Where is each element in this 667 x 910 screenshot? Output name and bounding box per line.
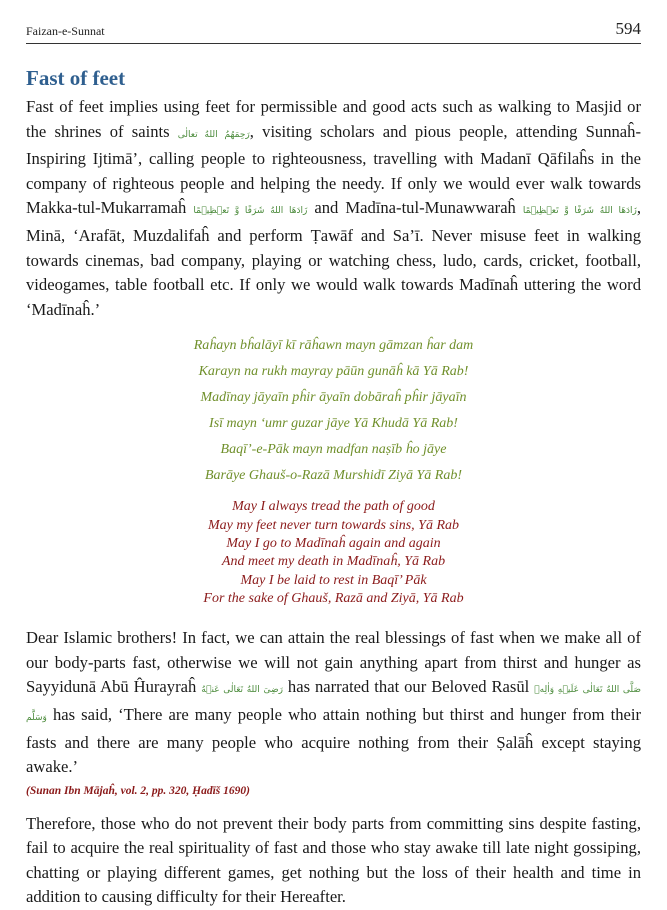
poem-translation-line: And meet my death in Madīnaĥ, Yā Rab: [221, 554, 446, 570]
poem-line: Barāye Ghauš-o-Razā Murshidī Ziyā Yā Rab!: [204, 468, 463, 484]
arabic-honorific-companion: رَضِیَ اللهُ تَعَالٰی عَنۡهُ: [201, 685, 283, 696]
running-header: [26, 0, 641, 44]
poem-translation-line: May I go to Madīnaĥ again and again: [226, 535, 441, 551]
poem-line: Baqī’-e-Pāk mayn madfan naṣīb ĥo jāye: [220, 442, 447, 458]
book-title: Faizan-e-Sunnat: [26, 24, 105, 38]
poem-translation-line: May I always tread the path of good: [232, 499, 435, 515]
poem-line: Karayn na rukh mayray pāūn gunāĥ kā Yā Rab!: [198, 364, 469, 380]
paragraph-fast-of-feet: [26, 95, 641, 322]
section-heading: Fast of feet: [26, 66, 126, 90]
para2-text-2: has narrated that our Beloved Rasūl: [282, 677, 535, 697]
para1-text-4: , Minā, ‘Arafāt, Muzdalifaĥ and perform Ṭawāf and Sa’ī. Never misuse feet in walking towards cinemas, bad company, playing or watching chess, ludo, cards, cricket, football, videogames, table football etc. If only we would walk towards Madīnaĥ uttering the word ‘Madīnaĥ.’: [26, 198, 641, 319]
hadith-reference: (Sunan Ibn Mājaĥ, vol. 2, pp. 320, Ḥadīš 1690): [26, 784, 250, 797]
paragraph-conclusion: Therefore, those who do not prevent their body parts from committing sins despite fasting, fail to acquire the real spirituality of fast and those who stay awake till late night gossiping, chatting or playing different games, get nothing but the loss of their health and time in addition to causing difficulty for their Hereafter.: [26, 813, 641, 907]
para2-text-1: Dear Islamic brothers! In fact, we can attain the real blessings of fast when we make all of our body-parts fast, otherwise we will not gain anything apart from thirst and hunger as Sayyidunā Abū Ĥurayraĥ: [26, 628, 641, 697]
page-number: 594: [615, 19, 641, 38]
para2-text-3: has said, ‘There are many people who attain nothing but thirst and hunger from their fasts and there are many people who acquire nothing from their Ṣalāĥ except staying awake.’: [26, 704, 641, 777]
poem-transliteration: [26, 333, 641, 489]
para1-text-1: Fast of feet implies using feet for permissible and good acts such as walking to Masjid or the shrines of saints: [26, 97, 641, 141]
poem-translation-line: May I be laid to rest in Baqī’ Pāk: [240, 572, 427, 588]
paragraph-islamic-brothers: [26, 626, 641, 780]
arabic-honorific-makkah: زَادَهَا اللهُ شَرَفًا وَّ تَعۡظِيۡمًا: [193, 206, 308, 217]
arabic-salutation-prophet: صَلَّى اللهُ تَعَالٰى عَلَيۡهِ وَاٰلِهٖ وَسَلَّم: [26, 685, 642, 723]
arabic-honorific-saints: رَحِمَهُمُ اللهُ تعالٰی: [177, 129, 250, 140]
poem-translation-line: For the sake of Ghauš, Razā and Ziyā, Yā Rab: [203, 590, 464, 606]
poem-translation-line: May my feet never turn towards sins, Yā Rab: [207, 517, 460, 533]
arabic-honorific-madinah: زَادَهَا اللهُ شَرَفًا وَّ تَعۡظِيۡمًا: [522, 206, 637, 217]
poem-line: Raĥayn bĥalāyī kī rāĥawn mayn gāmzan ĥar dam: [193, 338, 474, 354]
poem-line: Madīnay jāyaīn pĥir āyaīn dobāraĥ pĥir jāyaīn: [200, 390, 467, 406]
poem-translation: [26, 498, 641, 608]
para1-text-3: and Madīna-tul-Munawwaraĥ: [307, 198, 523, 218]
poem-line: Isī mayn ‘umr guzar jāye Yā Khudā Yā Rab!: [209, 416, 458, 432]
para1-text-2: , visiting scholars and pious people, attending Sunnaĥ-Inspiring Ijtimā’, calling people to righteousness, travelling with Madanī Qāfilaĥs in the company of righteous people and helping the needy. If only we would ever walk towards Makka-tul-Mukarramaĥ: [26, 121, 641, 218]
